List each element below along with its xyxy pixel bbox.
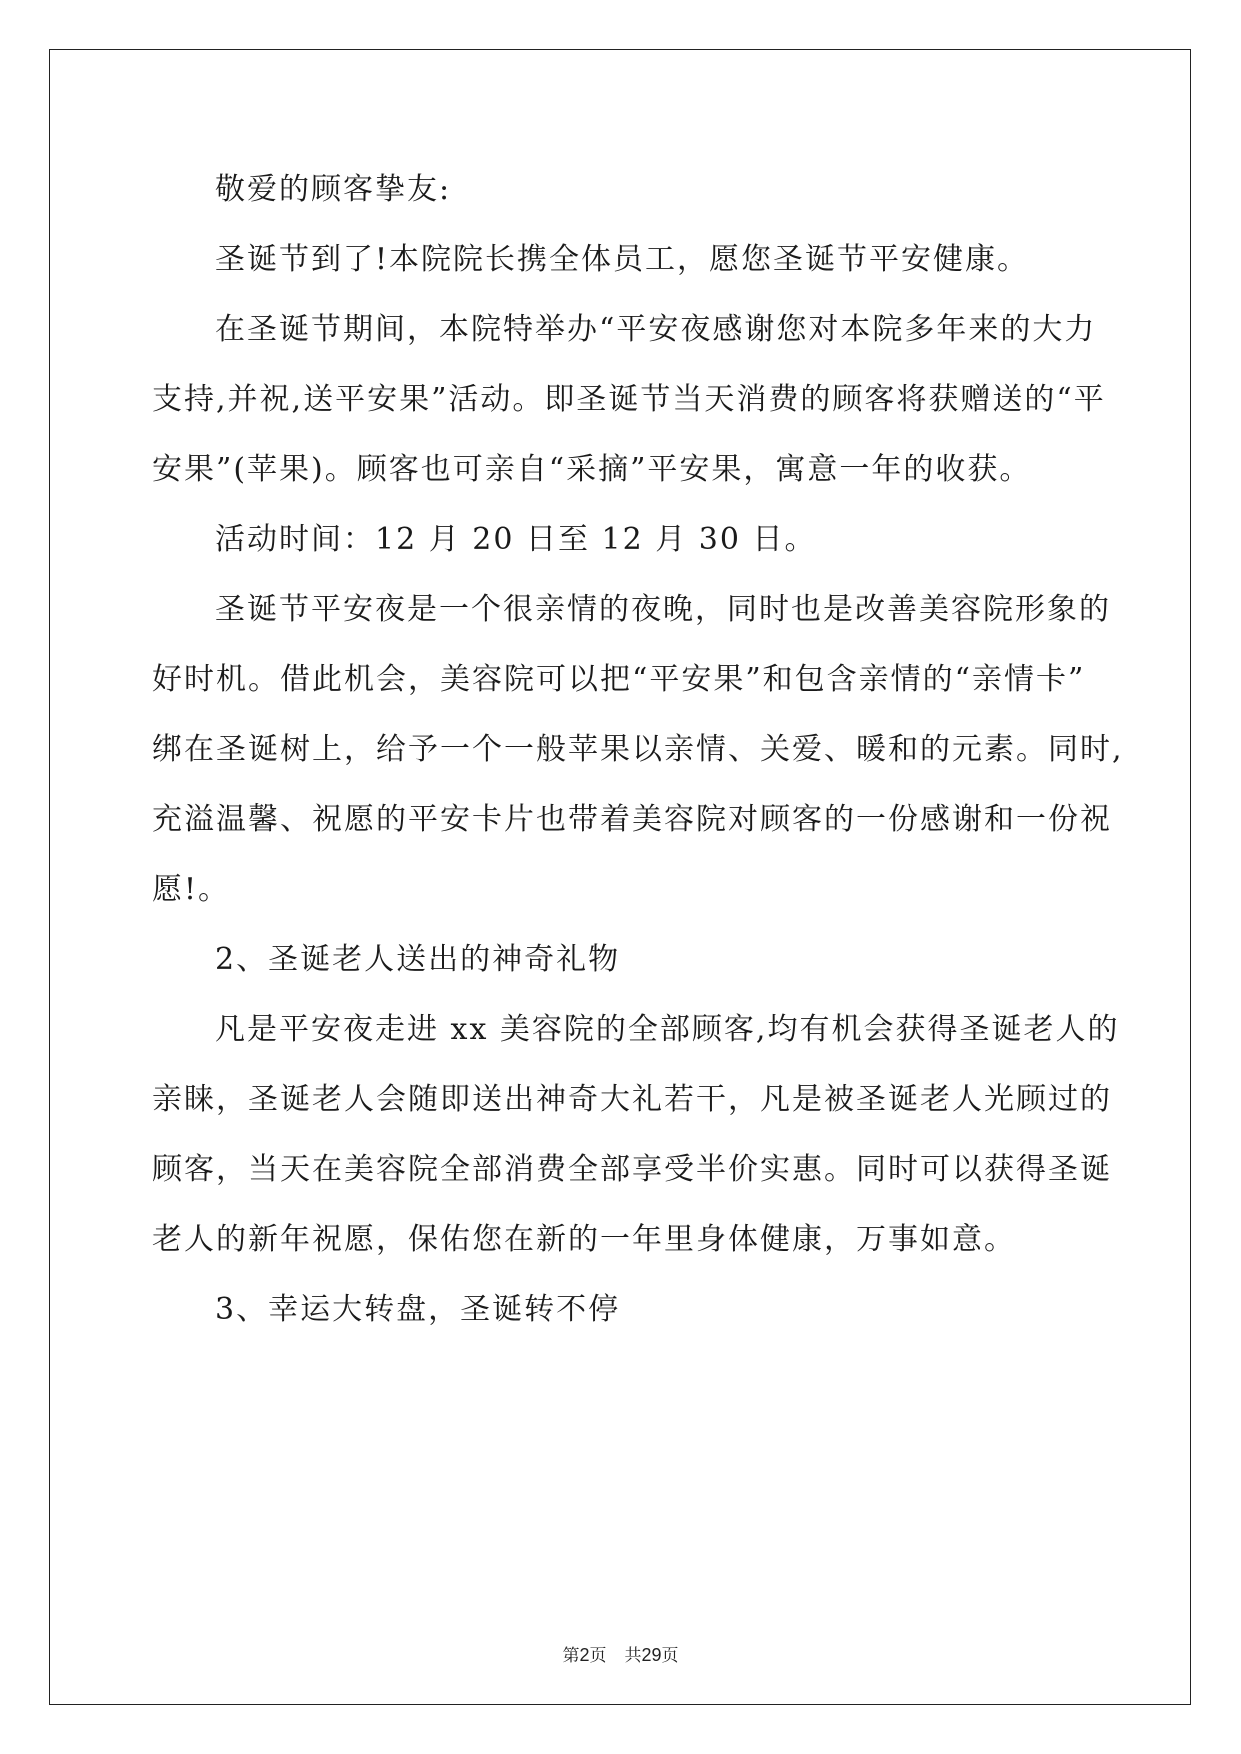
paragraph-line: 凡是平安夜走进 xx 美容院的全部顾客,均有机会获得圣诞老人的 xyxy=(215,1012,1120,1047)
total-unit: 页 xyxy=(661,1646,679,1666)
paragraph-line: 支持,并祝,送平安果”活动。即圣诞节当天消费的顾客将获赠送的“平 xyxy=(152,382,1106,417)
section-heading: 3、幸运大转盘，圣诞转不停 xyxy=(215,1292,621,1327)
paragraph-line: 老人的新年祝愿，保佑您在新的一年里身体健康，万事如意。 xyxy=(152,1222,1016,1257)
paragraph-line: 圣诞节到了!本院院长携全体员工，愿您圣诞节平安健康。 xyxy=(215,242,1030,277)
paragraph-line: 圣诞节平安夜是一个很亲情的夜晚，同时也是改善美容院形象的 xyxy=(215,592,1111,627)
salutation: 敬爱的顾客挚友: xyxy=(215,172,452,207)
paragraph-line: 亲睐，圣诞老人会随即送出神奇大礼若干，凡是被圣诞老人光顾过的 xyxy=(152,1082,1112,1117)
activity-time: 活动时间：12 月 20 日至 12 月 30 日。 xyxy=(215,522,817,557)
paragraph-line: 在圣诞节期间，本院特举办“平安夜感谢您对本院多年来的大力 xyxy=(215,312,1097,347)
page-current: 2 xyxy=(579,1645,590,1665)
paragraph-line: 绑在圣诞树上，给予一个一般苹果以亲情、关爱、暖和的元素。同时, xyxy=(152,732,1124,767)
total-prefix: 共 xyxy=(624,1646,642,1666)
paragraph-line: 充溢温馨、祝愿的平安卡片也带着美容院对顾客的一份感谢和一份祝 xyxy=(152,802,1112,837)
section-heading: 2、圣诞老人送出的神奇礼物 xyxy=(215,942,621,977)
page-footer xyxy=(0,1644,1241,1667)
page-unit: 页 xyxy=(589,1646,607,1666)
page-prefix: 第 xyxy=(562,1646,580,1666)
paragraph-line: 顾客，当天在美容院全部消费全部享受半价实惠。同时可以获得圣诞 xyxy=(152,1152,1112,1187)
paragraph-line: 好时机。借此机会，美容院可以把“平安果”和包含亲情的“亲情卡” xyxy=(152,662,1086,697)
page-total: 29 xyxy=(641,1645,662,1665)
paragraph-line: 愿!。 xyxy=(152,872,231,907)
paragraph-line: 安果”(苹果)。顾客也可亲自“采摘”平安果，寓意一年的收获。 xyxy=(152,452,1032,487)
